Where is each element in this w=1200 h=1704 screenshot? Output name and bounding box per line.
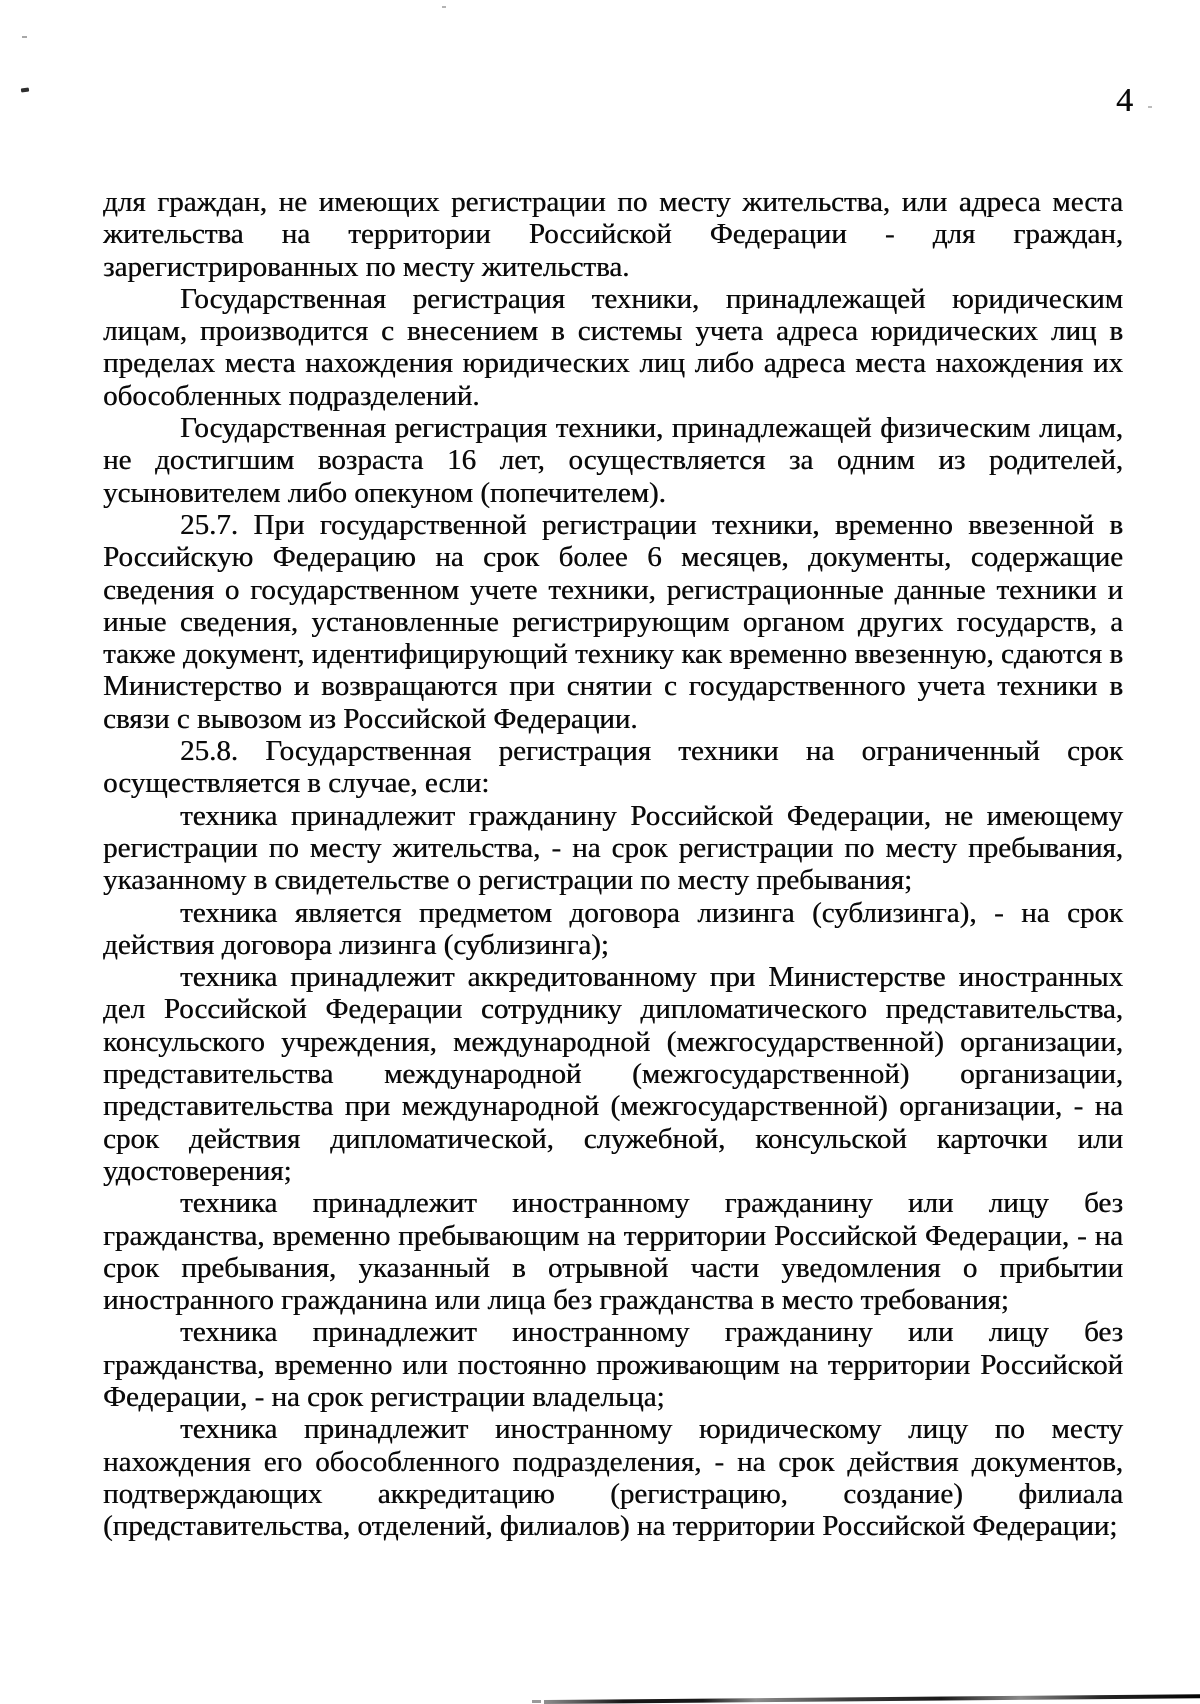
paragraph: техника является предметом договора лизинга (сублизинга), - на срок действия договора лизинга (сублизинга);	[103, 896, 1123, 961]
scan-speck	[22, 36, 27, 38]
scan-speck	[442, 6, 446, 8]
paragraph: техника принадлежит иностранному гражданину или лицу без гражданства, временно пребывающим на территории Российской Федерации, - на срок пребывания, указанный в отрывной части уведомления о прибытии иностранного гражданина или лица без гражданства в место требования;	[103, 1187, 1123, 1317]
scan-speck	[21, 87, 29, 92]
paragraph: 25.7. При государственной регистрации техники, временно ввезенной в Российскую Федерацию на срок более 6 месяцев, документы, содержащие сведения о государственном учете техники, регистрационные данные техники и иные сведения, установленные регистрирующим органом других государств, а также документ, идентифицирующий технику как временно ввезенную, сдаются в Министерство и возвращаются при снятии с государственного учета техники в связи с вывозом из Российской Федерации.	[103, 508, 1123, 735]
paragraph: техника принадлежит иностранному юридическому лицу по месту нахождения его обособленного подразделения, - на срок действия документов, подтверждающих аккредитацию (регистрацию, создание) филиала (представительства, отделений, филиалов) на территории Российской Федерации;	[103, 1413, 1123, 1543]
page-number: 4	[1116, 82, 1133, 119]
scan-edge-dash	[532, 1700, 541, 1703]
paragraph: техника принадлежит иностранному гражданину или лицу без гражданства, временно или постоянно проживающим на территории Российской Федерации, - на срок регистрации владельца;	[103, 1316, 1123, 1413]
scan-speck	[1148, 106, 1152, 108]
scan-edge-line	[544, 1694, 1200, 1704]
paragraph: техника принадлежит аккредитованному при Министерстве иностранных дел Российской Федерации сотруднику дипломатического представительства, консульского учреждения, международной (межгосударственной) организации, представительства международной (межгосударственной) организации, представительства при международной (межгосударственной) организации, - на срок действия дипломатической, служебной, консульской карточки или удостоверения;	[103, 961, 1123, 1187]
paragraph: для граждан, не имеющих регистрации по месту жительства, или адреса места жительства на территории Российской Федерации - для граждан, зарегистрированных по месту жительства.	[103, 186, 1123, 283]
paragraph: Государственная регистрация техники, принадлежащей юридическим лицам, производится с внесением в системы учета адреса юридических лиц в пределах места нахождения юридических лиц либо адреса места нахождения их обособленных подразделений.	[103, 282, 1123, 412]
paragraph: техника принадлежит гражданину Российской Федерации, не имеющему регистрации по месту жительства, - на срок регистрации по месту пребывания, указанному в свидетельстве о регистрации по месту пребывания;	[103, 799, 1123, 897]
paragraph: 25.8. Государственная регистрация техники на ограниченный срок осуществляется в случае, если:	[103, 735, 1123, 800]
document-body	[103, 186, 1123, 1542]
paragraph: Государственная регистрация техники, принадлежащей физическим лицам, не достигшим возраста 16 лет, осуществляется за одним из родителей, усыновителем либо опекуном (попечителем).	[103, 412, 1123, 509]
